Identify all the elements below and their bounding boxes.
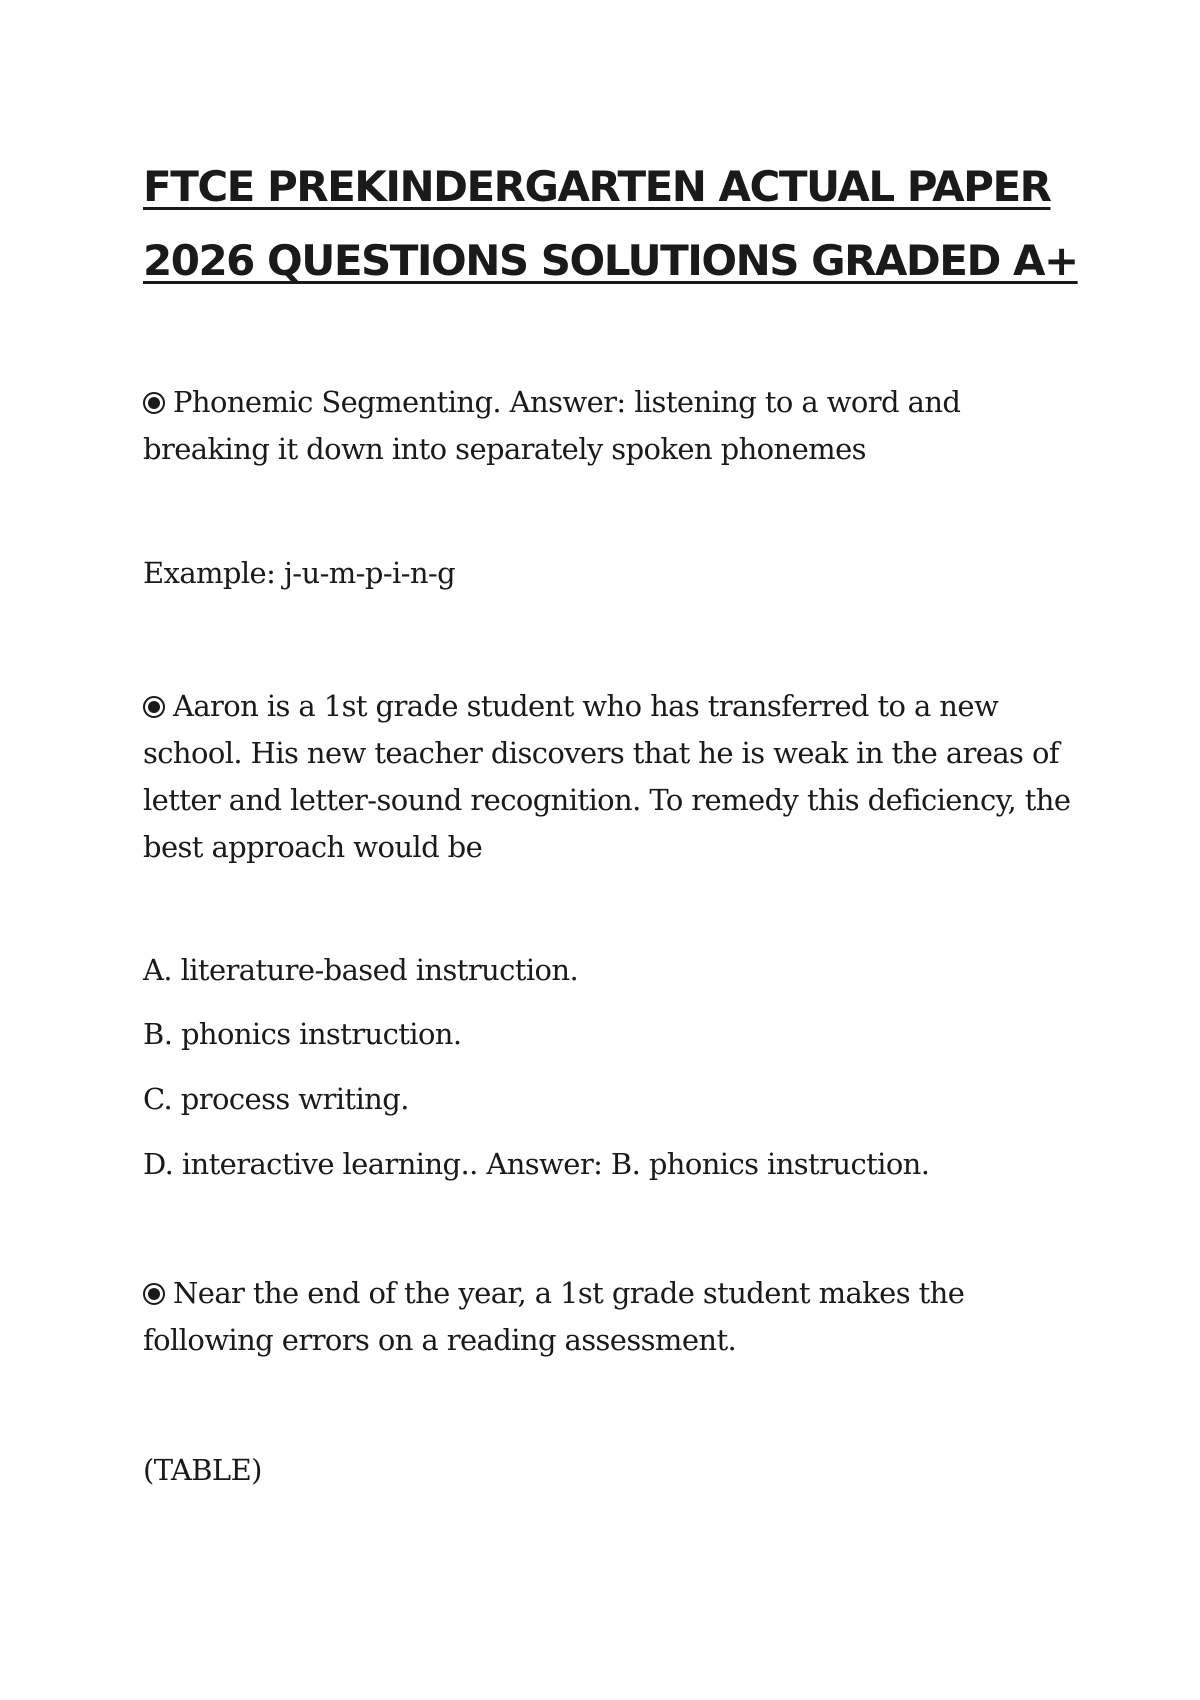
radio-bullet-icon	[143, 696, 165, 718]
question-phonemic-segmenting	[143, 379, 1083, 473]
option-a: A. literature-based instruction.	[143, 953, 579, 987]
question-text: Phonemic Segmenting. Answer: listening to a word and breaking it down into separately spoken phonemes	[143, 385, 961, 466]
question-aaron	[143, 683, 1083, 871]
question-text: Aaron is a 1st grade student who has transferred to a new school. His new teacher discovers that he is weak in the areas of letter and letter-sound recognition. To remedy this deficiency, the best approach would be	[143, 689, 1071, 864]
document-title: FTCE PREKINDERGARTEN ACTUAL PAPER 2026 QUESTIONS SOLUTIONS GRADED A+	[143, 162, 1078, 285]
option-b: B. phonics instruction.	[143, 1017, 462, 1051]
example-text: Example: j-u-m-p-i-n-g	[143, 556, 456, 590]
option-c: C. process writing.	[143, 1082, 409, 1116]
radio-bullet-icon	[143, 392, 165, 414]
question-text: Near the end of the year, a 1st grade student makes the following errors on a reading assessment.	[143, 1276, 965, 1357]
table-placeholder: (TABLE)	[143, 1453, 262, 1487]
radio-bullet-icon	[143, 1283, 165, 1305]
option-d: D. interactive learning.. Answer: B. phonics instruction.	[143, 1147, 930, 1181]
question-reading-assessment	[143, 1270, 1083, 1364]
